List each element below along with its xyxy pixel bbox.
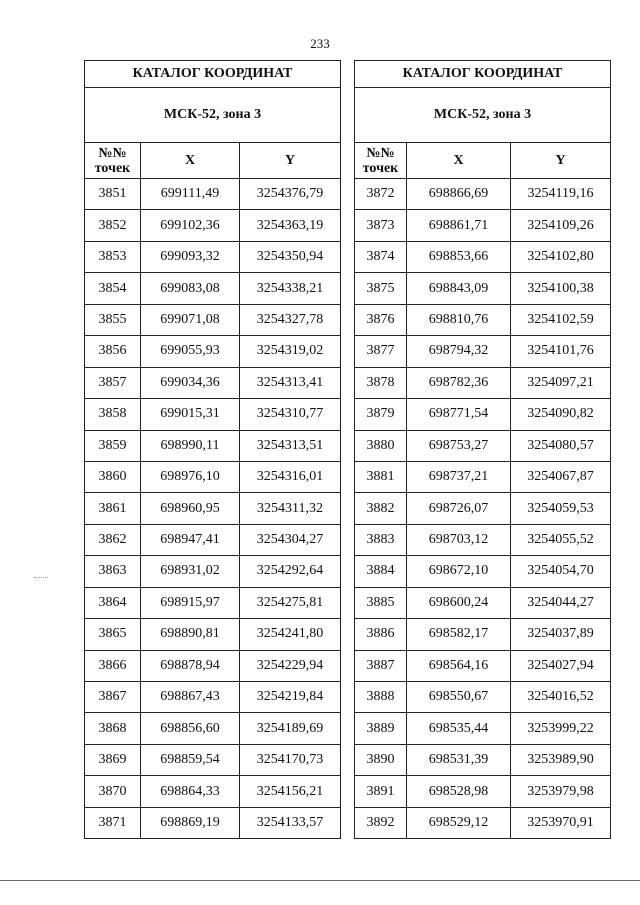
x-coordinate-cell: 698782,36	[407, 367, 511, 398]
point-number-cell: 3870	[85, 776, 141, 807]
point-number-cell: 3853	[85, 241, 141, 272]
table-row	[355, 650, 611, 681]
x-coordinate-cell: 698878,94	[141, 650, 240, 681]
x-coordinate-cell: 698931,02	[141, 556, 240, 587]
table-row	[85, 336, 341, 367]
table-row	[355, 713, 611, 744]
y-coordinate-cell: 3254170,73	[240, 744, 341, 775]
y-coordinate-cell: 3254044,27	[511, 587, 611, 618]
footer-rule	[0, 880, 640, 881]
table-row	[85, 807, 341, 838]
col-header-points-word: точек	[94, 160, 131, 176]
point-number-cell: 3890	[355, 744, 407, 775]
x-coordinate-cell: 698771,54	[407, 399, 511, 430]
y-coordinate-cell: 3254109,26	[511, 210, 611, 241]
y-coordinate-cell: 3254054,70	[511, 556, 611, 587]
y-coordinate-cell: 3254101,76	[511, 336, 611, 367]
table-row	[85, 682, 341, 713]
table-row	[85, 273, 341, 304]
point-number-cell: 3868	[85, 713, 141, 744]
point-number-cell: 3861	[85, 493, 141, 524]
x-coordinate-cell: 698867,43	[141, 682, 240, 713]
y-coordinate-cell: 3254027,94	[511, 650, 611, 681]
col-header-point-number	[355, 143, 407, 179]
margin-mark	[34, 577, 48, 578]
catalog-title: КАТАЛОГ КООРДИНАТ	[85, 61, 341, 88]
table-row	[85, 304, 341, 335]
point-number-cell: 3883	[355, 524, 407, 555]
x-coordinate-cell: 698890,81	[141, 619, 240, 650]
x-coordinate-cell: 698528,98	[407, 776, 511, 807]
x-coordinate-cell: 698853,66	[407, 241, 511, 272]
point-number-cell: 3860	[85, 461, 141, 492]
x-coordinate-cell: 698915,97	[141, 587, 240, 618]
table-row	[355, 776, 611, 807]
point-number-cell: 3857	[85, 367, 141, 398]
x-coordinate-cell: 698960,95	[141, 493, 240, 524]
x-coordinate-cell: 698843,09	[407, 273, 511, 304]
col-header-number-sign: №№	[366, 145, 395, 161]
point-number-cell: 3872	[355, 179, 407, 210]
x-coordinate-cell: 698864,33	[141, 776, 240, 807]
point-number-cell: 3871	[85, 807, 141, 838]
y-coordinate-cell: 3253989,90	[511, 744, 611, 775]
x-coordinate-cell: 699083,08	[141, 273, 240, 304]
y-coordinate-cell: 3254376,79	[240, 179, 341, 210]
table-row	[355, 682, 611, 713]
x-coordinate-cell: 698859,54	[141, 744, 240, 775]
table-row	[85, 461, 341, 492]
point-number-cell: 3876	[355, 304, 407, 335]
table-row	[85, 210, 341, 241]
table-row	[85, 587, 341, 618]
y-coordinate-cell: 3254102,59	[511, 304, 611, 335]
y-coordinate-cell: 3254067,87	[511, 461, 611, 492]
x-coordinate-cell: 699102,36	[141, 210, 240, 241]
point-number-cell: 3866	[85, 650, 141, 681]
x-coordinate-cell: 699034,36	[141, 367, 240, 398]
table-row	[85, 430, 341, 461]
y-coordinate-cell: 3254275,81	[240, 587, 341, 618]
y-coordinate-cell: 3254310,77	[240, 399, 341, 430]
point-number-cell: 3851	[85, 179, 141, 210]
col-header-y: Y	[511, 143, 611, 179]
table-row	[355, 336, 611, 367]
y-coordinate-cell: 3254304,27	[240, 524, 341, 555]
table-row	[355, 524, 611, 555]
point-number-cell: 3875	[355, 273, 407, 304]
x-coordinate-cell: 698753,27	[407, 430, 511, 461]
x-coordinate-cell: 698869,19	[141, 807, 240, 838]
table-row	[355, 556, 611, 587]
table-row	[85, 524, 341, 555]
point-number-cell: 3892	[355, 807, 407, 838]
page-number: 233	[310, 36, 330, 51]
y-coordinate-cell: 3254313,51	[240, 430, 341, 461]
coordinate-system-label: МСК-52, зона 3	[85, 88, 341, 143]
point-number-cell: 3888	[355, 682, 407, 713]
point-number-cell: 3874	[355, 241, 407, 272]
table-row	[355, 493, 611, 524]
point-number-cell: 3867	[85, 682, 141, 713]
y-coordinate-cell: 3254338,21	[240, 273, 341, 304]
x-coordinate-cell: 698737,21	[407, 461, 511, 492]
y-coordinate-cell: 3253999,22	[511, 713, 611, 744]
y-coordinate-cell: 3254097,21	[511, 367, 611, 398]
x-coordinate-cell: 698531,39	[407, 744, 511, 775]
table-row	[355, 304, 611, 335]
col-header-x: X	[407, 143, 511, 179]
table-row	[355, 367, 611, 398]
x-coordinate-cell: 698672,10	[407, 556, 511, 587]
y-coordinate-cell: 3254156,21	[240, 776, 341, 807]
point-number-cell: 3854	[85, 273, 141, 304]
y-coordinate-cell: 3254363,19	[240, 210, 341, 241]
table-row	[85, 556, 341, 587]
x-coordinate-cell: 698866,69	[407, 179, 511, 210]
point-number-cell: 3880	[355, 430, 407, 461]
x-coordinate-cell: 698582,17	[407, 619, 511, 650]
x-coordinate-cell: 698726,07	[407, 493, 511, 524]
x-coordinate-cell: 699093,32	[141, 241, 240, 272]
table-row	[355, 461, 611, 492]
y-coordinate-cell: 3254292,64	[240, 556, 341, 587]
point-number-cell: 3886	[355, 619, 407, 650]
point-number-cell: 3862	[85, 524, 141, 555]
y-coordinate-cell: 3254316,01	[240, 461, 341, 492]
point-number-cell: 3887	[355, 650, 407, 681]
x-coordinate-cell: 698703,12	[407, 524, 511, 555]
table-row	[85, 493, 341, 524]
y-coordinate-cell: 3254055,52	[511, 524, 611, 555]
y-coordinate-cell: 3254229,94	[240, 650, 341, 681]
point-number-cell: 3859	[85, 430, 141, 461]
y-coordinate-cell: 3254319,02	[240, 336, 341, 367]
point-number-cell: 3882	[355, 493, 407, 524]
table-row	[85, 713, 341, 744]
point-number-cell: 3863	[85, 556, 141, 587]
point-number-cell: 3864	[85, 587, 141, 618]
x-coordinate-cell: 699111,49	[141, 179, 240, 210]
y-coordinate-cell: 3254016,52	[511, 682, 611, 713]
y-coordinate-cell: 3254350,94	[240, 241, 341, 272]
point-number-cell: 3884	[355, 556, 407, 587]
table-row	[355, 430, 611, 461]
y-coordinate-cell: 3254189,69	[240, 713, 341, 744]
point-number-cell: 3877	[355, 336, 407, 367]
point-number-cell: 3879	[355, 399, 407, 430]
y-coordinate-cell: 3254090,82	[511, 399, 611, 430]
table-row	[355, 399, 611, 430]
x-coordinate-cell: 699055,93	[141, 336, 240, 367]
y-coordinate-cell: 3253979,98	[511, 776, 611, 807]
table-row	[355, 587, 611, 618]
table-row	[355, 241, 611, 272]
x-coordinate-cell: 698794,32	[407, 336, 511, 367]
point-number-cell: 3869	[85, 744, 141, 775]
y-coordinate-cell: 3254313,41	[240, 367, 341, 398]
table-row	[355, 807, 611, 838]
point-number-cell: 3881	[355, 461, 407, 492]
table-row	[355, 273, 611, 304]
point-number-cell: 3878	[355, 367, 407, 398]
y-coordinate-cell: 3254219,84	[240, 682, 341, 713]
col-header-number-sign: №№	[98, 145, 127, 161]
y-coordinate-cell: 3254059,53	[511, 493, 611, 524]
table-row	[85, 776, 341, 807]
point-number-cell: 3856	[85, 336, 141, 367]
y-coordinate-cell: 3254327,78	[240, 304, 341, 335]
table-row	[85, 367, 341, 398]
table-row	[85, 399, 341, 430]
x-coordinate-cell: 699015,31	[141, 399, 240, 430]
x-coordinate-cell: 698550,67	[407, 682, 511, 713]
point-number-cell: 3873	[355, 210, 407, 241]
table-row	[85, 650, 341, 681]
y-coordinate-cell: 3254080,57	[511, 430, 611, 461]
x-coordinate-cell: 698861,71	[407, 210, 511, 241]
point-number-cell: 3852	[85, 210, 141, 241]
table-row	[85, 241, 341, 272]
coordinate-system-label: МСК-52, зона 3	[355, 88, 611, 143]
point-number-cell: 3885	[355, 587, 407, 618]
left-coordinate-table	[84, 60, 341, 839]
table-row	[355, 619, 611, 650]
table-row	[85, 744, 341, 775]
y-coordinate-cell: 3254311,32	[240, 493, 341, 524]
point-number-cell: 3891	[355, 776, 407, 807]
x-coordinate-cell: 698810,76	[407, 304, 511, 335]
col-header-x: X	[141, 143, 240, 179]
x-coordinate-cell: 698947,41	[141, 524, 240, 555]
table-row	[355, 179, 611, 210]
col-header-points-word: точек	[362, 160, 399, 176]
x-coordinate-cell: 698600,24	[407, 587, 511, 618]
x-coordinate-cell: 698564,16	[407, 650, 511, 681]
y-coordinate-cell: 3254119,16	[511, 179, 611, 210]
point-number-cell: 3858	[85, 399, 141, 430]
y-coordinate-cell: 3253970,91	[511, 807, 611, 838]
x-coordinate-cell: 698529,12	[407, 807, 511, 838]
table-row	[355, 210, 611, 241]
right-coordinate-table	[354, 60, 611, 839]
table-row	[85, 619, 341, 650]
point-number-cell: 3855	[85, 304, 141, 335]
y-coordinate-cell: 3254102,80	[511, 241, 611, 272]
catalog-title: КАТАЛОГ КООРДИНАТ	[355, 61, 611, 88]
col-header-y: Y	[240, 143, 341, 179]
point-number-cell: 3865	[85, 619, 141, 650]
table-row	[85, 179, 341, 210]
x-coordinate-cell: 698990,11	[141, 430, 240, 461]
table-row	[355, 744, 611, 775]
x-coordinate-cell: 699071,08	[141, 304, 240, 335]
y-coordinate-cell: 3254133,57	[240, 807, 341, 838]
col-header-point-number	[85, 143, 141, 179]
x-coordinate-cell: 698976,10	[141, 461, 240, 492]
y-coordinate-cell: 3254100,38	[511, 273, 611, 304]
y-coordinate-cell: 3254241,80	[240, 619, 341, 650]
point-number-cell: 3889	[355, 713, 407, 744]
y-coordinate-cell: 3254037,89	[511, 619, 611, 650]
x-coordinate-cell: 698856,60	[141, 713, 240, 744]
x-coordinate-cell: 698535,44	[407, 713, 511, 744]
